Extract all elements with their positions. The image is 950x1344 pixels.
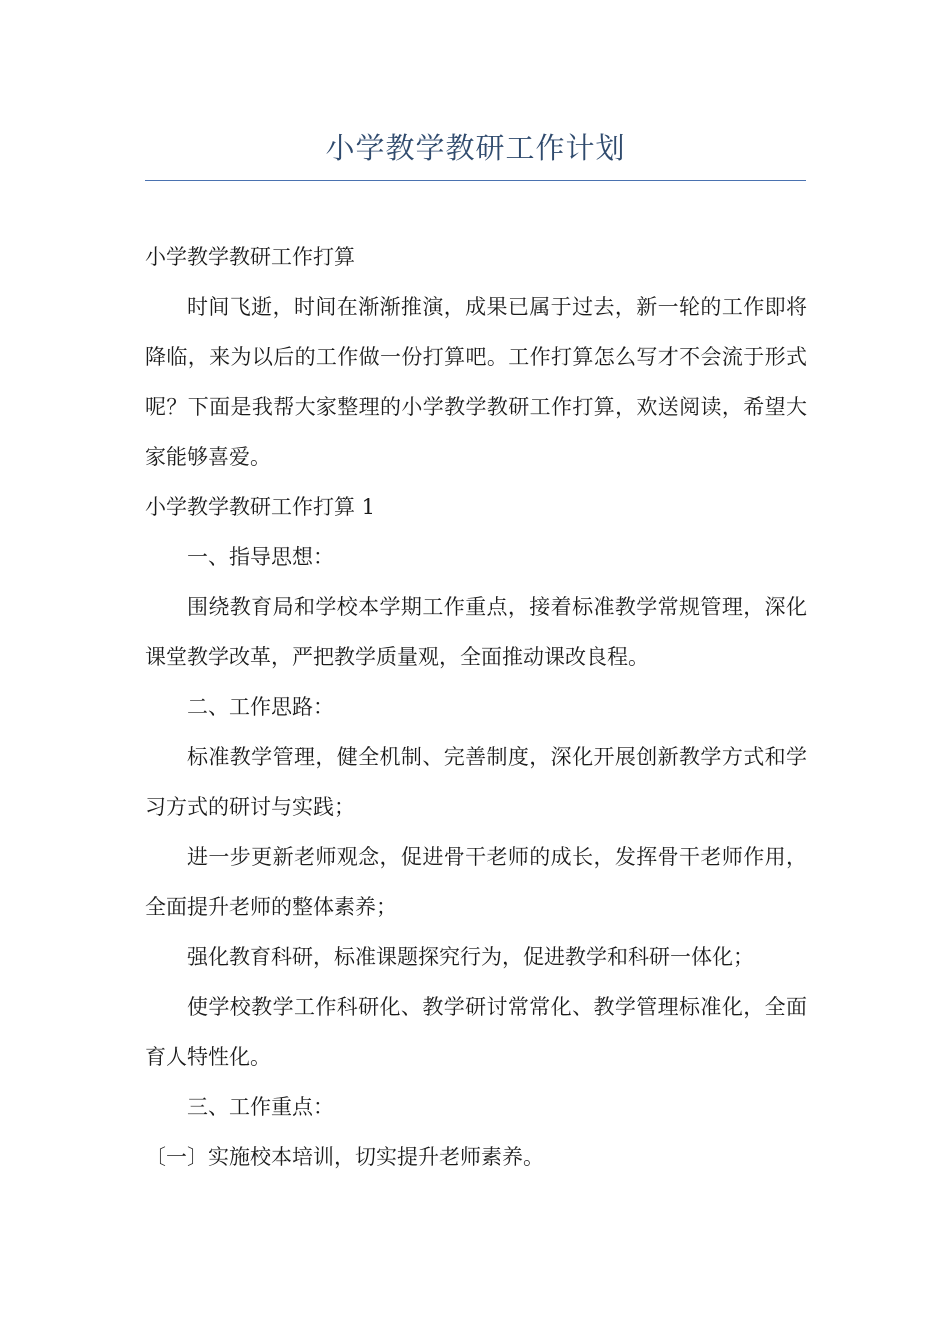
focus-item-1: 〔一〕实施校本培训，切实提升老师素养。 <box>145 1145 544 1169</box>
heading-work-approach: 二、工作思路： <box>187 695 334 719</box>
approach-paragraph-3: 强化教育科研，标准课题探究行为，促进教学和科研一体化； <box>187 945 754 969</box>
document-body <box>145 232 807 1182</box>
approach-paragraph-2: 进一步更新老师观念，促进骨干老师的成长，发挥骨干老师作用，全面提升老师的整体素养； <box>145 845 807 919</box>
subtitle-paragraph: 小学教学教研工作打算 <box>145 245 355 269</box>
approach-paragraph-1: 标准教学管理，健全机制、完善制度，深化开展创新教学方式和学习方式的研讨与实践； <box>145 745 807 819</box>
approach-paragraph-4: 使学校教学工作科研化、教学研讨常常化、教学管理标准化，全面育人特性化。 <box>145 995 807 1069</box>
intro-paragraph: 时间飞逝，时间在渐渐推演，成果已属于过去，新一轮的工作即将降临，来为以后的工作做一份打算吧。工作打算怎么写才不会流于形式呢？下面是我帮大家整理的小学教学教研工作打算，欢送阅读，希望大家能够喜爱。 <box>145 295 807 469</box>
heading-guiding-thought: 一、指导思想： <box>187 545 334 569</box>
heading-work-focus: 三、工作重点： <box>187 1095 334 1119</box>
guiding-thought-paragraph: 围绕教育局和学校本学期工作重点，接着标准教学常规管理，深化课堂教学改革，严把教学质量观，全面推动课改良程。 <box>145 595 807 669</box>
document-title: 小学教学教研工作计划 <box>325 131 626 165</box>
section-heading: 小学教学教研工作打算 1 <box>145 495 376 519</box>
title-underline <box>145 180 806 181</box>
